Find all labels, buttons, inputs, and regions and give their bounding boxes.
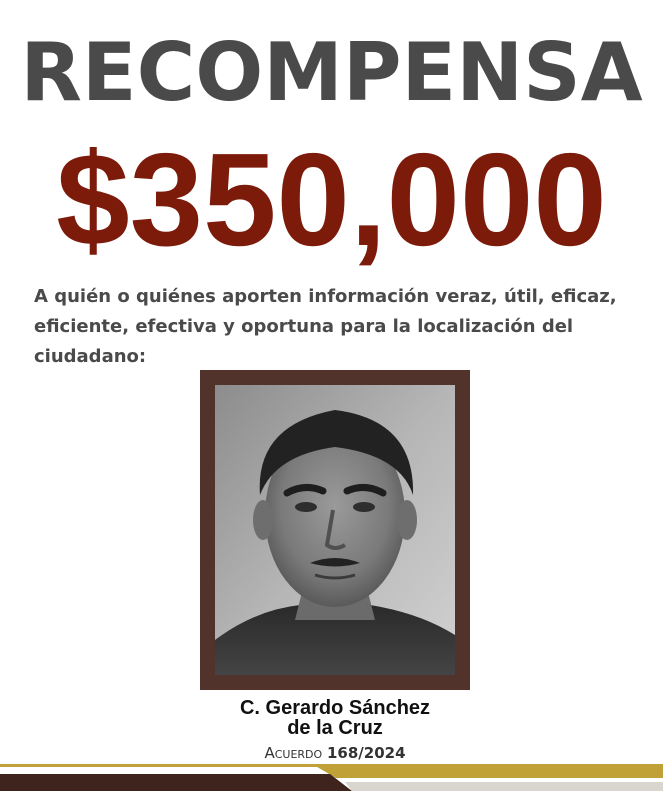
agreement-number: 168/2024 — [326, 744, 406, 762]
missing-person-photo — [215, 385, 455, 675]
photo-frame — [200, 370, 470, 690]
person-name-line1: C. Gerardo Sánchez — [239, 697, 431, 719]
person-name-line2: de la Cruz — [287, 717, 383, 739]
agreement-label: Acuerdo — [264, 744, 323, 762]
reward-amount: $350,000 — [56, 126, 607, 273]
agreement-reference — [130, 744, 540, 762]
person-name — [130, 698, 540, 738]
reward-description: A quién o quiénes aporten información veraz, útil, eficaz, eficiente, efectiva y oportuna para la localización del ciudadano: — [34, 286, 617, 367]
decorative-bands — [0, 764, 663, 791]
reward-title: RECOMPENSA — [20, 26, 643, 119]
